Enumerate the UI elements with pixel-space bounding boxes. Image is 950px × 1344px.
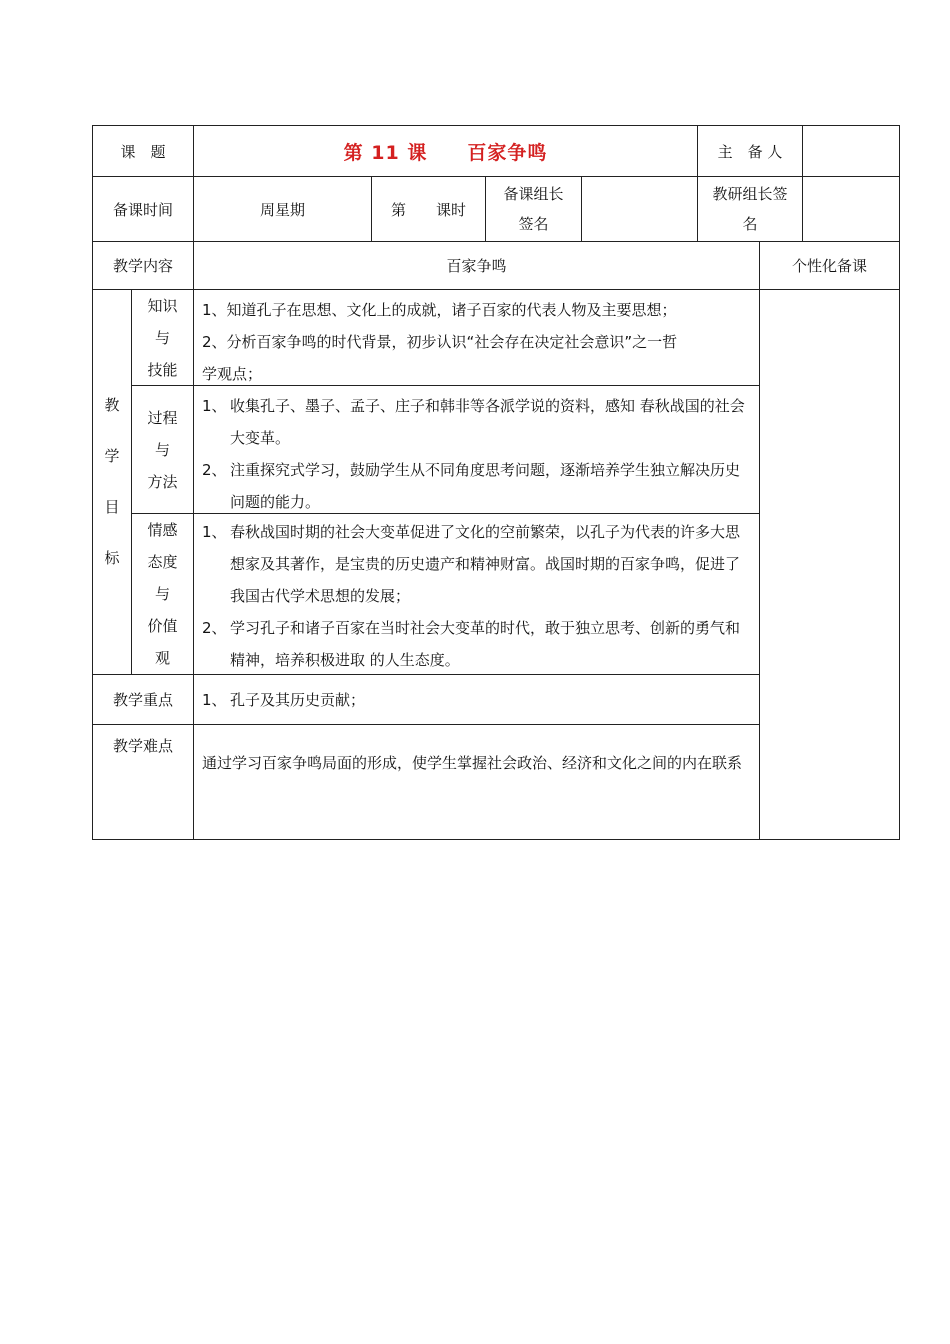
time-label-cell xyxy=(92,176,194,242)
preparer-value-cell[interactable] xyxy=(802,125,900,177)
difficult-point-content-cell xyxy=(193,724,760,840)
knowledge-content-cell xyxy=(193,289,760,386)
topic-label-cell xyxy=(92,125,194,177)
week-cell xyxy=(193,176,372,242)
difficult-point-label-cell xyxy=(92,724,194,840)
lesson-title: 第 11 课 百家争鸣 xyxy=(343,141,548,164)
key-point-text: 孔子及其历史贡献； xyxy=(230,690,366,709)
process-item-text: 收集孔子、墨子、孟子、庄子和韩非等各派学说的资料，感知 春秋战国的社会大变革。 xyxy=(230,397,745,447)
process-item-number: 2、 xyxy=(202,461,227,479)
goals-label-char: 目 xyxy=(104,498,120,516)
teaching-goals-label-cell xyxy=(92,289,132,675)
attitude-content-cell xyxy=(193,513,760,675)
group-leader-label-line2: 签名 xyxy=(518,215,549,233)
process-item-text: 注重探究式学习，鼓励学生从不同角度思考问题，逐渐培养学生独立解决历史问题的能力。 xyxy=(230,461,741,511)
personal-label: 个性化备课 xyxy=(791,257,867,275)
process-content-cell xyxy=(193,385,760,514)
research-leader-label-line2: 名 xyxy=(742,215,758,233)
group-leader-label-cell xyxy=(485,176,582,242)
knowledge-line: 2、分析百家争鸣的时代背景，初步认识“社会存在决定社会意识”之一哲 xyxy=(202,333,678,351)
knowledge-label-char: 知识 xyxy=(147,296,178,315)
content-value-cell xyxy=(193,241,760,290)
attitude-item-number: 2、 xyxy=(202,619,227,637)
content-label: 教学内容 xyxy=(112,257,173,275)
content-label-cell xyxy=(92,241,194,290)
personal-label-cell xyxy=(759,241,900,290)
attitude-item xyxy=(202,612,753,676)
preparer-label: 主 备 人 xyxy=(717,142,783,161)
process-label-char: 过程 xyxy=(147,408,178,427)
knowledge-label-char: 与 xyxy=(154,328,170,347)
attitude-label-char: 价值 xyxy=(147,617,178,635)
preparer-label-cell xyxy=(697,125,803,177)
group-leader-label-line1: 备课组长 xyxy=(503,185,564,203)
process-item xyxy=(202,390,753,454)
goals-label-char: 标 xyxy=(104,549,120,567)
topic-label: 课 题 xyxy=(120,142,166,161)
research-leader-label-cell xyxy=(697,176,803,242)
content-value: 百家争鸣 xyxy=(446,257,507,275)
key-point-number: 1、 xyxy=(202,690,227,709)
knowledge-line: 1、知道孔子在思想、文化上的成就，诸子百家的代表人物及主要思想； xyxy=(202,301,677,319)
key-point-label: 教学重点 xyxy=(112,691,173,709)
key-point-content-cell xyxy=(193,674,760,725)
period-cell xyxy=(371,176,486,242)
attitude-label-char: 态度 xyxy=(147,553,178,571)
research-leader-sign-cell[interactable] xyxy=(802,176,900,242)
goals-label-char: 学 xyxy=(104,447,120,465)
goals-label-char: 教 xyxy=(104,396,120,414)
knowledge-label-cell xyxy=(131,289,194,386)
difficult-point-text: 通过学习百家争鸣局面的形成，使学生掌握社会政治、经济和文化之间的内在联系 xyxy=(202,754,743,772)
process-label-cell xyxy=(131,385,194,514)
research-leader-label-line1: 教研组长签 xyxy=(712,185,788,203)
attitude-item-text: 学习孔子和诸子百家在当时社会大变革的时代，敢于独立思考、创新的勇气和精神，培养积极进取 的人生态度。 xyxy=(230,619,741,669)
process-label-char: 与 xyxy=(154,440,170,459)
difficult-point-label: 教学难点 xyxy=(112,737,173,755)
key-point-label-cell xyxy=(92,674,194,725)
attitude-label-char: 观 xyxy=(154,649,170,667)
process-label-char: 方法 xyxy=(147,472,178,491)
attitude-item-number: 1、 xyxy=(202,523,227,541)
week-label: 周星期 xyxy=(259,200,305,219)
key-point-item xyxy=(202,684,365,716)
group-leader-sign-cell[interactable] xyxy=(581,176,698,242)
attitude-item xyxy=(202,516,753,612)
lesson-title-cell xyxy=(193,125,698,177)
process-item-number: 1、 xyxy=(202,397,227,415)
personal-prep-area[interactable] xyxy=(759,289,900,840)
time-label: 备课时间 xyxy=(112,200,173,219)
attitude-item-text: 春秋战国时期的社会大变革促进了文化的空前繁荣，以孔子为代表的许多大思想家及其著作，是宝贵的历史遗产和精神财富。战国时期的百家争鸣，促进了我国古代学术思想的发展； xyxy=(230,523,741,605)
attitude-label-cell xyxy=(131,513,194,675)
process-item xyxy=(202,454,753,518)
period-label: 第 课时 xyxy=(390,200,466,219)
knowledge-line: 学观点； xyxy=(202,365,263,383)
knowledge-label-char: 技能 xyxy=(147,360,178,379)
attitude-label-char: 情感 xyxy=(147,521,178,539)
attitude-label-char: 与 xyxy=(154,585,170,603)
